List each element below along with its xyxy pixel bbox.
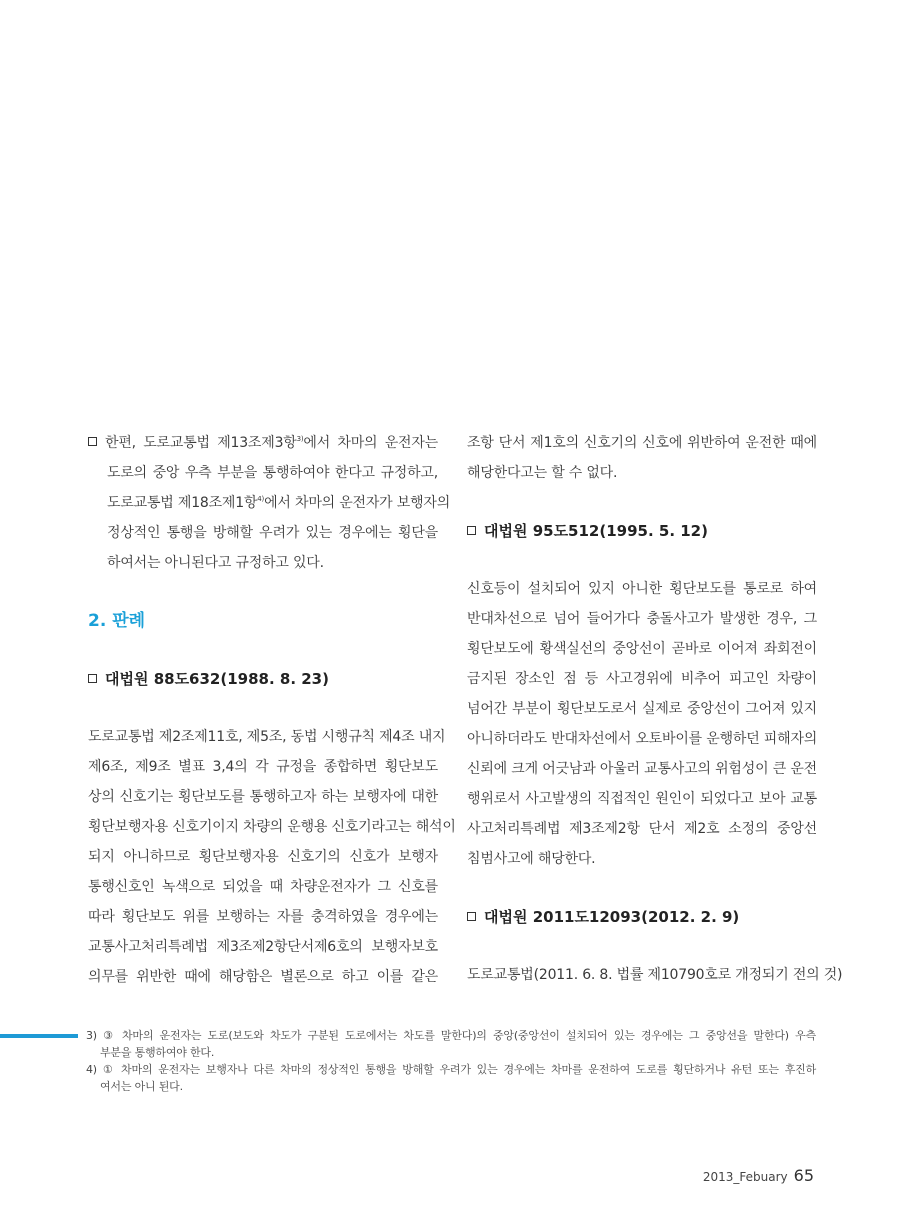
case1-line: 상의 신호기는 횡단보도를 통행하고자 하는 보행자에 대한: [88, 789, 438, 805]
intro-line-1: 한편, 도로교통법 제13조제3항$^{3)}$에서 차마의 운전자는: [88, 428, 438, 458]
case2-line: 아니하더라도 반대차선에서 오토바이를 운행하던 피해자의: [467, 731, 818, 747]
footnote-4-line-1: 4) ① 차마의 운전자는 보행자나 다른 차마의 정상적인 통행을 방해할 우려가 있는 경우에는 차마를 운전하여 도로를 횡단하거나 유턴 또는 후진하: [86, 1063, 816, 1076]
case-heading-1: 대법원 88도632(1988. 8. 23): [88, 664, 438, 694]
intro-line-4: 정상적인 통행을 방해할 우려가 있는 경우에는 횡단을: [107, 525, 438, 541]
case1-cont-line: 해당한다고는 할 수 없다.: [467, 465, 618, 481]
case2-line: 사고처리특례법 제3조제2항 단서 제2호 소정의 중앙선: [467, 821, 817, 837]
case1-line: 제6조, 제9조 별표 3,4의 각 규정을 종합하면 횡단보도: [88, 759, 438, 775]
case1-line: 따라 횡단보도 위를 보행하는 자를 충격하였을 경우에는: [88, 909, 438, 925]
case3-line: 도로교통법(2011. 6. 8. 법률 제10790호로 개정되기 전의 것): [467, 967, 843, 983]
intro-line-2: 도로의 중앙 우측 부분을 통행하여야 한다고 규정하고,: [107, 465, 438, 481]
section-heading: 2. 판례: [88, 611, 146, 631]
footnote-3-line-2: 부분을 통행하여야 한다.: [100, 1046, 215, 1059]
case2-line: 신뢰에 크게 어긋남과 아울러 교통사고의 위험성이 큰 운전: [467, 761, 817, 777]
page-footer: [703, 1166, 814, 1185]
issue-label: 2013_Febuary: [702, 1170, 788, 1184]
footnotes: [86, 1027, 816, 1095]
footnote-ref-3: 3): [296, 435, 304, 443]
case1-line: 도로교통법 제2조제11호, 제5조, 동법 시행규칙 제4조 내지: [88, 729, 446, 745]
case2-line: 넘어간 부분이 횡단보도로서 실제로 중앙선이 그어져 있지: [467, 701, 817, 717]
case2-line: 행위로서 사고발생의 직접적인 원인이 되었다고 보아 교통: [467, 791, 817, 807]
footnote-4-line-2: 여서는 아니 된다.: [100, 1080, 183, 1093]
case1-cont-line: 조항 단서 제1호의 신호기의 신호에 위반하여 운전한 때에: [467, 435, 817, 451]
intro-line-5: 하여서는 아니된다고 규정하고 있다.: [107, 555, 324, 571]
square-bullet-icon: [467, 526, 476, 535]
footnote-accent-bar: [0, 1034, 78, 1038]
intro-line-3: 도로교통법 제18조제1항$^{4)}$에서 차마의 운전자가 보행자의: [107, 495, 451, 511]
right-column: [467, 428, 843, 990]
case-heading-2: 대법원 95도512(1995. 5. 12): [467, 516, 817, 546]
case2-line: 신호등이 설치되어 있지 아니한 횡단보도를 통로로 하여: [467, 581, 817, 597]
case1-line: 횡단보행자용 신호기이지 차량의 운행용 신호기라고는 해석이: [88, 819, 456, 835]
footnote-ref-4: 4): [257, 495, 265, 503]
case-heading-3: 대법원 2011도12093(2012. 2. 9): [467, 902, 817, 932]
case1-line: 되지 아니하므로 횡단보행자용 신호기의 신호가 보행자: [88, 849, 438, 865]
case2-line: 반대차선으로 넘어 들어가다 충돌사고가 발생한 경우, 그: [467, 611, 817, 627]
case2-line: 횡단보도에 황색실선의 중앙선이 곧바로 이어져 좌회전이: [467, 641, 817, 657]
case1-line: 의무를 위반한 때에 해당함은 별론으로 하고 이를 같은: [88, 969, 438, 985]
square-bullet-icon: [88, 674, 97, 683]
square-bullet-icon: [88, 437, 97, 446]
footnote-3-line-1: 3) ③ 차마의 운전자는 도로(보도와 차도가 구분된 도로에서는 차도를 말한다)의 중앙(중앙선이 설치되어 있는 경우에는 그 중앙선을 말한다) 우측: [86, 1029, 816, 1042]
case1-line: 통행신호인 녹색으로 되었을 때 차량운전자가 그 신호를: [88, 879, 438, 895]
left-column: [88, 428, 456, 992]
case1-line: 교통사고처리특례법 제3조제2항단서제6호의 보행자보호: [88, 939, 438, 955]
square-bullet-icon: [467, 912, 476, 921]
case2-line: 침범사고에 해당한다.: [467, 851, 596, 867]
case2-line: 금지된 장소인 점 등 사고경위에 비추어 피고인 차량이: [467, 671, 817, 687]
page-number: 65: [793, 1166, 814, 1185]
